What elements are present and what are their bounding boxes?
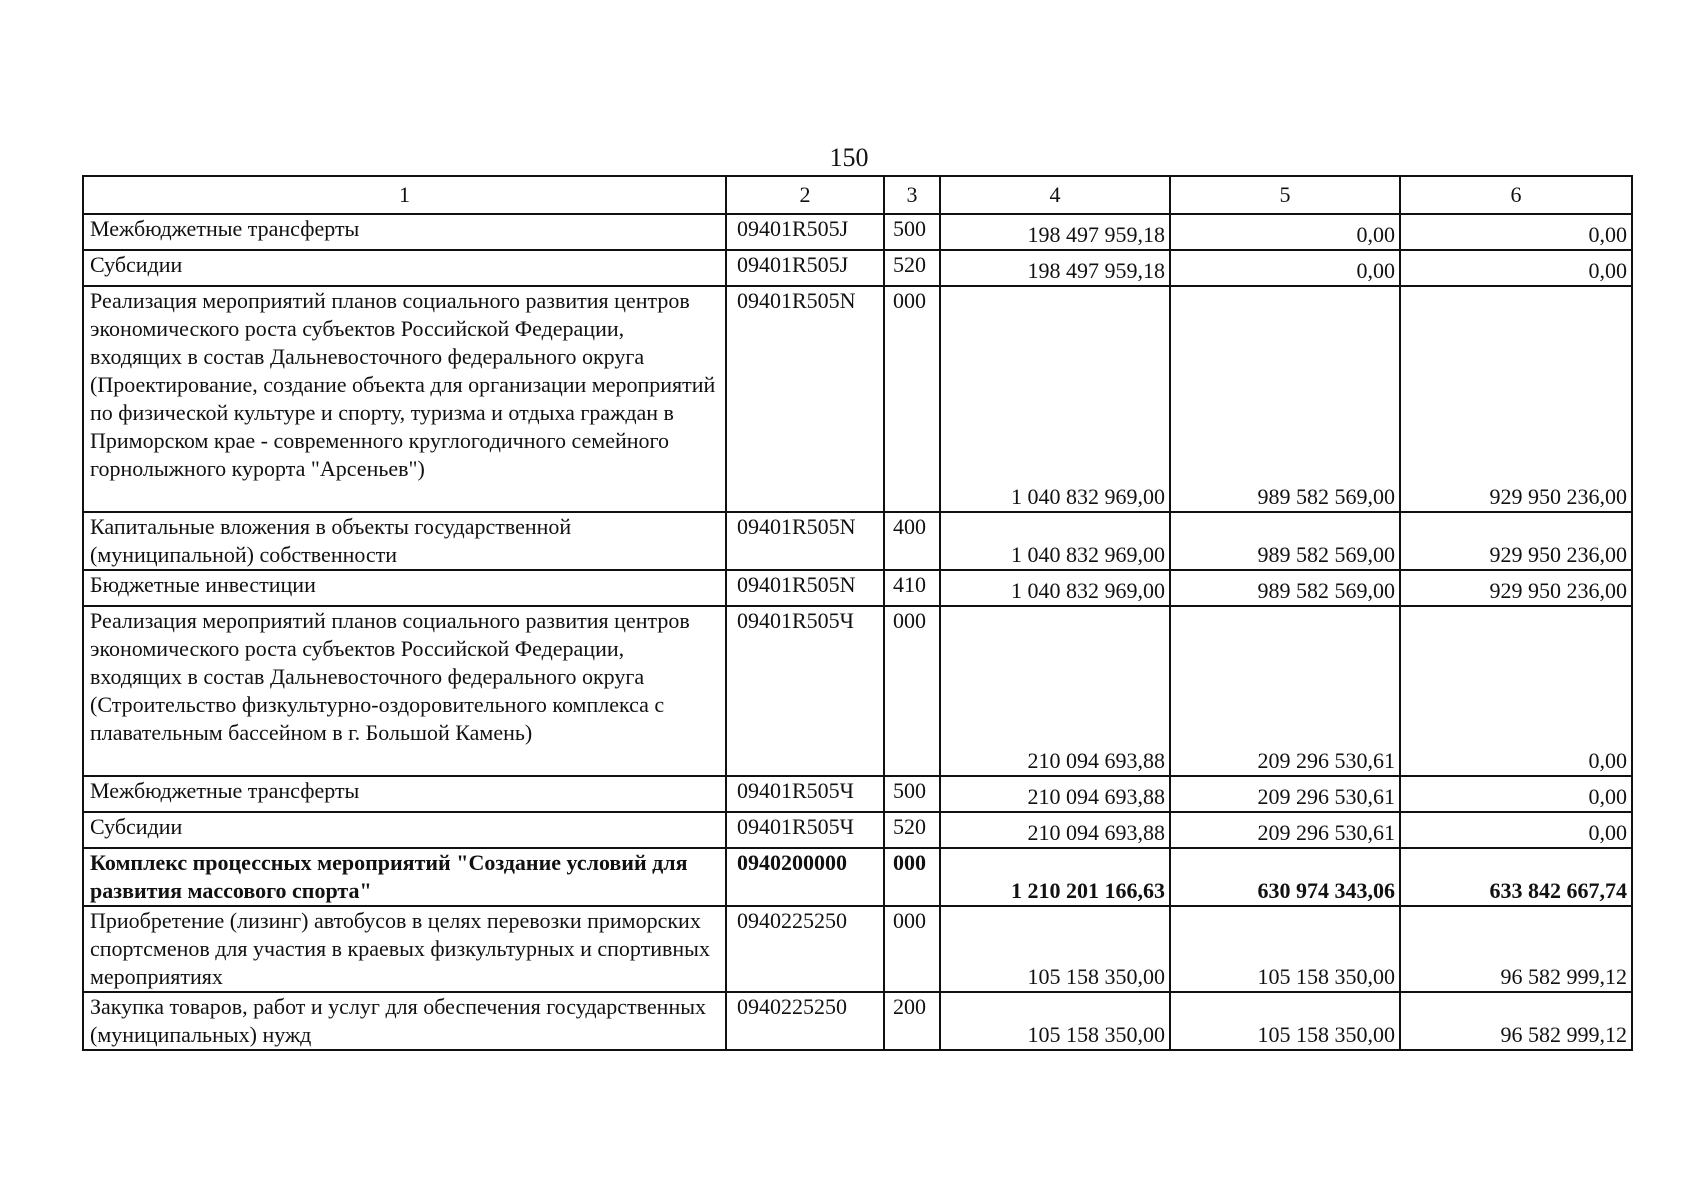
item-type: 520 [884, 812, 940, 848]
item-type: 200 [884, 992, 940, 1050]
item-type: 000 [884, 606, 940, 776]
item-name: Реализация мероприятий планов социального развития центров экономического роста субъектов Российской Федерации, входящих в состав Дальневосточного федерального округа (Проектирование, создание объекта для организации мероприятий по физической культуре и спорту, туризма и отдыха граждан в Приморском крае - современного круглогодичного семейного горнолыжного курорта "Арсеньев") [83, 286, 726, 512]
item-code: 0940225250 [726, 992, 884, 1050]
item-code: 09401R505N [726, 512, 884, 570]
amount-col-4: 1 040 832 969,00 [940, 570, 1170, 606]
page-number: 150 [829, 143, 869, 172]
item-name: Закупка товаров, работ и услуг для обеспечения государственных (муниципальных) нужд [83, 992, 726, 1050]
item-code: 09401R505N [726, 570, 884, 606]
column-header: 5 [1170, 176, 1400, 214]
item-name: Межбюджетные трансферты [83, 776, 726, 812]
amount-col-6: 0,00 [1400, 776, 1632, 812]
item-code: 09401R505J [726, 214, 884, 250]
amount-col-5: 105 158 350,00 [1170, 992, 1400, 1050]
column-header: 6 [1400, 176, 1632, 214]
table-row-summary [83, 848, 1632, 906]
amount-col-5: 209 296 530,61 [1170, 812, 1400, 848]
item-name: Комплекс процессных мероприятий "Создание условий для развития массового спорта" [83, 848, 726, 906]
item-code: 09401R505J [726, 250, 884, 286]
item-code: 0940225250 [726, 906, 884, 992]
amount-col-6: 633 842 667,74 [1400, 848, 1632, 906]
table-row [83, 906, 1632, 992]
table-row [83, 776, 1632, 812]
amount-col-5: 989 582 569,00 [1170, 286, 1400, 512]
amount-col-4: 210 094 693,88 [940, 606, 1170, 776]
table-row [83, 570, 1632, 606]
table-row [83, 512, 1632, 570]
amount-col-6: 0,00 [1400, 214, 1632, 250]
item-code: 09401R505Ч [726, 606, 884, 776]
item-name: Реализация мероприятий планов социального развития центров экономического роста субъектов Российской Федерации, входящих в состав Дальневосточного федерального округа (Строительство физкультурно-оздоровительного комплекса с плавательным бассейном в г. Большой Камень) [83, 606, 726, 776]
column-header: 1 [83, 176, 726, 214]
item-name: Приобретение (лизинг) автобусов в целях перевозки приморских спортсменов для участия в краевых физкультурных и спортивных мероприятиях [83, 906, 726, 992]
item-type: 000 [884, 848, 940, 906]
table-row [83, 606, 1632, 776]
amount-col-4: 1 210 201 166,63 [940, 848, 1170, 906]
amount-col-5: 105 158 350,00 [1170, 906, 1400, 992]
item-code: 09401R505Ч [726, 776, 884, 812]
amount-col-5: 989 582 569,00 [1170, 570, 1400, 606]
item-code: 09401R505Ч [726, 812, 884, 848]
item-type: 500 [884, 776, 940, 812]
item-code: 09401R505N [726, 286, 884, 512]
amount-col-6: 929 950 236,00 [1400, 512, 1632, 570]
amount-col-4: 210 094 693,88 [940, 812, 1170, 848]
column-header: 2 [726, 176, 884, 214]
table-header-row [83, 176, 1632, 214]
item-type: 410 [884, 570, 940, 606]
amount-col-4: 105 158 350,00 [940, 992, 1170, 1050]
item-type: 400 [884, 512, 940, 570]
amount-col-4: 210 094 693,88 [940, 776, 1170, 812]
amount-col-5: 209 296 530,61 [1170, 776, 1400, 812]
table-row [83, 250, 1632, 286]
item-type: 000 [884, 286, 940, 512]
item-type: 500 [884, 214, 940, 250]
item-code: 0940200000 [726, 848, 884, 906]
item-name: Капитальные вложения в объекты государственной (муниципальной) собственности [83, 512, 726, 570]
amount-col-6: 96 582 999,12 [1400, 906, 1632, 992]
table-row [83, 286, 1632, 512]
amount-col-4: 1 040 832 969,00 [940, 512, 1170, 570]
item-type: 520 [884, 250, 940, 286]
item-type: 000 [884, 906, 940, 992]
column-header: 3 [884, 176, 940, 214]
column-header: 4 [940, 176, 1170, 214]
amount-col-5: 0,00 [1170, 250, 1400, 286]
item-name: Бюджетные инвестиции [83, 570, 726, 606]
table-row [83, 812, 1632, 848]
table-row [83, 992, 1632, 1050]
amount-col-4: 105 158 350,00 [940, 906, 1170, 992]
budget-table [82, 175, 1633, 1051]
amount-col-4: 1 040 832 969,00 [940, 286, 1170, 512]
amount-col-5: 630 974 343,06 [1170, 848, 1400, 906]
amount-col-6: 0,00 [1400, 606, 1632, 776]
amount-col-6: 0,00 [1400, 812, 1632, 848]
item-name: Субсидии [83, 250, 726, 286]
amount-col-5: 0,00 [1170, 214, 1400, 250]
table-row [83, 214, 1632, 250]
amount-col-6: 929 950 236,00 [1400, 570, 1632, 606]
amount-col-6: 0,00 [1400, 250, 1632, 286]
item-name: Межбюджетные трансферты [83, 214, 726, 250]
amount-col-6: 96 582 999,12 [1400, 992, 1632, 1050]
amount-col-4: 198 497 959,18 [940, 214, 1170, 250]
amount-col-5: 209 296 530,61 [1170, 606, 1400, 776]
amount-col-6: 929 950 236,00 [1400, 286, 1632, 512]
amount-col-5: 989 582 569,00 [1170, 512, 1400, 570]
item-name: Субсидии [83, 812, 726, 848]
amount-col-4: 198 497 959,18 [940, 250, 1170, 286]
